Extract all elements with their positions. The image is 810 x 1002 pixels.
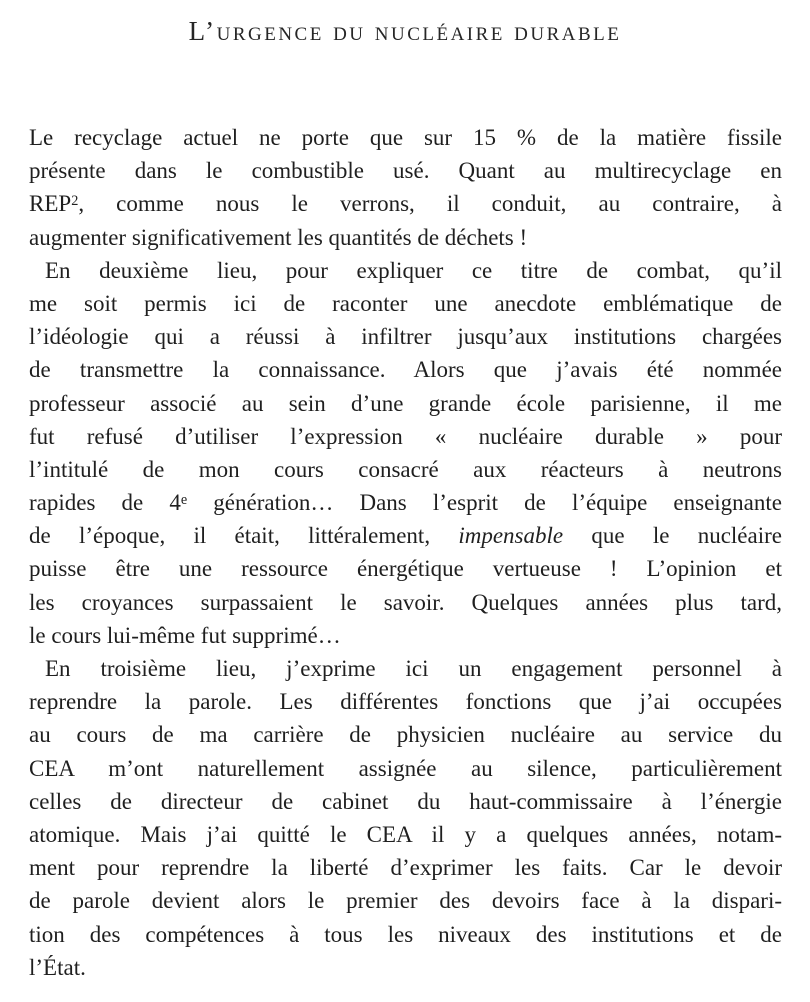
text-line (29, 453, 782, 486)
text-line (29, 718, 782, 751)
text-line (29, 785, 782, 818)
page-header: L’urgence du nucléaire durable (188, 16, 622, 46)
text-segment: reprendre la parole. Les différentes fonctions que j’ai occupées (29, 689, 782, 715)
text-line (29, 387, 782, 420)
text-line (29, 221, 782, 254)
text-line (29, 187, 782, 220)
text-segment: génération… Dans l’esprit de l’équipe enseignante (187, 490, 782, 516)
text-segment: REP (29, 191, 72, 217)
text-line (29, 685, 782, 718)
text-segment: au cours de ma carrière de physicien nucléaire au service du (29, 722, 782, 748)
body-text (29, 121, 782, 984)
text-segment: de l’époque, il était, littéralement, (29, 523, 459, 549)
text-segment: me soit permis ici de raconter une anecdote emblématique de (29, 290, 782, 316)
text-segment: professeur associé au sein d’une grande école parisienne, il me (29, 390, 782, 416)
text-line (29, 420, 782, 453)
text-line (29, 254, 782, 287)
text-segment: ment pour reprendre la liberté d’exprimer les faits. Car le devoir (29, 855, 782, 881)
text-segment: l’intitulé de mon cours consacré aux réacteurs à neutrons (29, 456, 782, 482)
text-segment: fut refusé d’utiliser l’expression « nucléaire durable » pour (29, 423, 782, 449)
text-line (29, 918, 782, 951)
text-segment: , comme nous le verrons, il conduit, au contraire, à (78, 191, 782, 217)
text-segment: l’idéologie qui a réussi à infiltrer jusqu’aux institutions chargées (29, 324, 782, 350)
text-line (29, 519, 782, 552)
text-line (29, 818, 782, 851)
text-segment: le cours lui-même fut supprimé… (29, 622, 341, 648)
text-segment: de transmettre la connaissance. Alors que j’avais été nommée (29, 357, 782, 383)
text-segment: Le recyclage actuel ne porte que sur 15 % de la matière fissile (29, 125, 782, 150)
text-segment: puisse être une ressource énergétique vertueuse ! L’opinion et (29, 556, 782, 582)
superscript-text: 2 (71, 193, 79, 210)
text-segment: rapides de 4 (29, 490, 181, 516)
paragraph (29, 121, 782, 254)
superscript-text: e (180, 492, 188, 509)
text-segment: En troisième lieu, j’exprime ici un engagement personnel à (45, 656, 782, 681)
text-line (29, 851, 782, 884)
text-line (29, 586, 782, 619)
text-line (29, 287, 782, 320)
text-line (29, 320, 782, 353)
text-line (29, 951, 782, 984)
text-segment: présente dans le combustible usé. Quant au multirecyclage en (29, 158, 782, 184)
text-line (29, 619, 782, 652)
text-line (29, 154, 782, 187)
text-segment: les croyances surpassaient le savoir. Quelques années plus tard, (29, 589, 782, 615)
text-segment: celles de directeur de cabinet du haut-commissaire à l’énergie (29, 788, 782, 814)
text-segment: CEA m’ont naturellement assignée au silence, particulièrement (29, 755, 782, 781)
text-line (29, 552, 782, 585)
text-line (29, 353, 782, 386)
text-segment: augmenter significativement les quantités de déchets ! (29, 224, 528, 250)
text-line (29, 752, 782, 785)
text-segment: l’État. (29, 954, 86, 980)
text-line (29, 486, 782, 519)
paragraph (29, 652, 782, 984)
text-line (29, 121, 782, 154)
text-segment: tion des compétences à tous les niveaux des institutions et de (29, 921, 782, 947)
text-segment: En deuxième lieu, pour expliquer ce titre de combat, qu’il (45, 257, 782, 283)
text-segment: que le nucléaire (563, 523, 782, 549)
italic-text: impensable (458, 523, 564, 549)
text-line (29, 652, 782, 685)
text-line (29, 884, 782, 917)
paragraph (29, 254, 782, 652)
text-segment: de parole devient alors le premier des devoirs face à la dispari- (29, 888, 782, 914)
text-segment: atomique. Mais j’ai quitté le CEA il y a quelques années, notam- (29, 821, 782, 847)
